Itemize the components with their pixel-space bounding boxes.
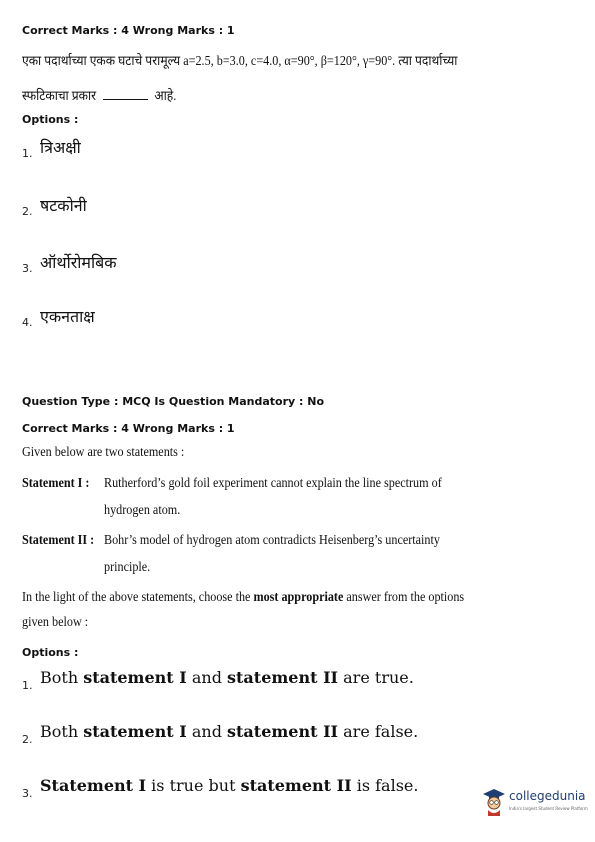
statement-2-line1: Bohr’s model of hydrogen atom contradicts Heisenberg’s uncertainty: [104, 532, 440, 547]
statement-1-line1: Rutherford’s gold foil experiment cannot explain the line spectrum of: [104, 475, 442, 490]
statement-2-label: Statement II :: [22, 532, 95, 547]
q1-option-3-number: 3.: [22, 262, 33, 275]
answer-blank: [103, 88, 148, 100]
q2-option-3-text[interactable]: [40, 776, 418, 795]
q2-option-2-part: Both: [40, 722, 79, 741]
q2-instruction-post: answer from the options: [346, 589, 465, 604]
q2-option-1-number: 1.: [22, 679, 33, 692]
q1-question-line1: एका पदार्थाच्या एकक घटाचे परामूल्य a=2.5, b=3.0, c=4.0, α=90°, β=120°, γ=90°. त्या पदार्थाच्या: [22, 53, 458, 68]
q2-instruction-emphasis: most appropriate: [253, 589, 344, 604]
q2-question-type: Question Type : MCQ Is Question Mandatory : No: [22, 395, 325, 408]
q2-option-1-part: are true.: [343, 668, 414, 687]
q2-option-2-part: and: [191, 722, 222, 741]
q1-option-2-text[interactable]: षटकोनी: [40, 196, 87, 215]
q1-line2-pre: स्फटिकाचा प्रकार: [22, 88, 97, 103]
q2-option-3-part: is false.: [356, 776, 419, 795]
q2-instruction-pre: In the light of the above statements, choose the: [22, 589, 251, 604]
q2-option-3-part: is true but: [151, 776, 236, 795]
q1-option-4-number: 4.: [22, 316, 33, 329]
q2-option-3-bold: Statement I: [40, 776, 147, 795]
q1-option-1-number: 1.: [22, 147, 33, 160]
q2-option-1-bold: statement II: [227, 668, 339, 687]
q2-marks: Correct Marks : 4 Wrong Marks : 1: [22, 422, 235, 435]
q2-option-2-text[interactable]: [40, 722, 418, 741]
statement-1-line2: hydrogen atom.: [104, 502, 181, 517]
q1-question-line2: [22, 86, 176, 104]
q2-option-1-bold: statement I: [83, 668, 187, 687]
q1-option-3-text[interactable]: ऑर्थोरोमबिक: [40, 253, 117, 272]
q2-option-1-part: Both: [40, 668, 79, 687]
q1-options-label: Options :: [22, 113, 79, 126]
q2-option-3-number: 3.: [22, 787, 33, 800]
q2-instruction-line2: given below :: [22, 614, 89, 629]
logo-tagline: India's largest Student Review Platform: [509, 806, 588, 811]
q2-option-2-bold: statement II: [227, 722, 339, 741]
q1-line2-post: आहे.: [154, 88, 177, 103]
q2-option-2-number: 2.: [22, 733, 33, 746]
q2-option-1-part: and: [191, 668, 222, 687]
logo-wordmark: collegedunia: [509, 789, 586, 803]
collegedunia-logo: [481, 786, 589, 820]
q1-option-4-text[interactable]: एकनताक्ष: [40, 307, 95, 326]
q2-options-label: Options :: [22, 646, 79, 659]
q2-option-2-part: are false.: [343, 722, 419, 741]
statement-1-label: Statement I :: [22, 475, 90, 490]
q2-option-1-text[interactable]: [40, 668, 414, 687]
graduate-mascot-icon: [481, 786, 507, 816]
q2-intro: Given below are two statements :: [22, 444, 185, 459]
q2-instruction-line1: [22, 589, 464, 605]
statement-2-line2: principle.: [104, 559, 151, 574]
q1-marks: Correct Marks : 4 Wrong Marks : 1: [22, 24, 235, 37]
q2-option-2-bold: statement I: [83, 722, 187, 741]
q1-option-2-number: 2.: [22, 205, 33, 218]
q2-option-3-bold: statement II: [240, 776, 352, 795]
q1-option-1-text[interactable]: त्रिअक्षी: [40, 138, 81, 157]
